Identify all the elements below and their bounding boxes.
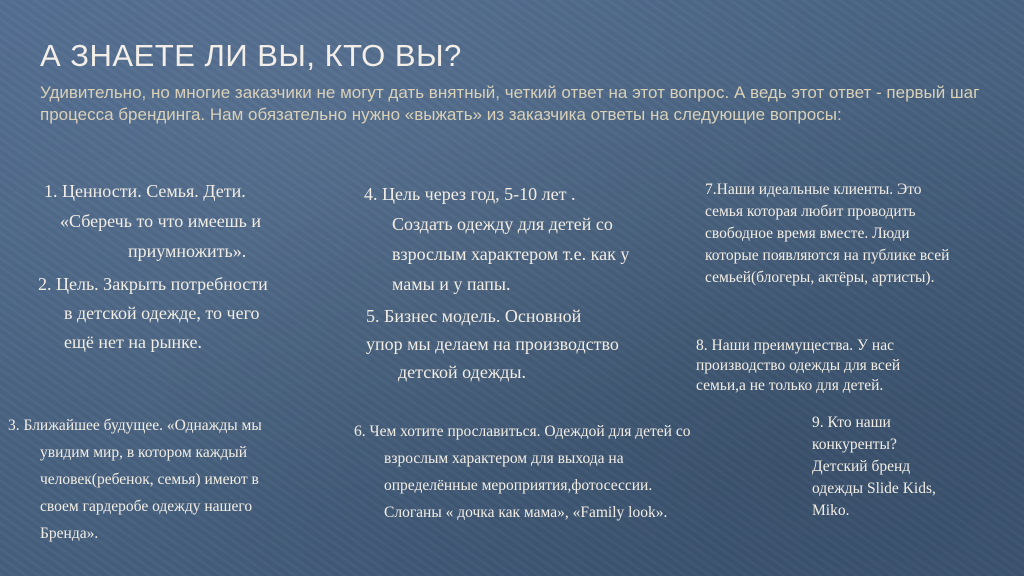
block-line: производство одежды для всей xyxy=(696,357,901,374)
block-line: мамы и у папы. xyxy=(392,274,511,294)
block-line: которые появляются на публике всей xyxy=(705,247,950,264)
slide-title: А ЗНАЕТЕ ЛИ ВЫ, КТО ВЫ? xyxy=(40,38,462,73)
block-competitors xyxy=(812,412,1012,522)
block-line: «Сберечь то что имеешь и xyxy=(60,211,261,231)
block-near-future xyxy=(8,412,348,547)
block-line: Бренда». xyxy=(40,525,99,542)
block-line: Слоганы « дочка как мама», «Family look». xyxy=(384,504,668,521)
block-advantages xyxy=(696,336,996,396)
block-line: 4. Цель через год, 5-10 лет . xyxy=(364,184,576,204)
block-line: взрослым характером для выхода на xyxy=(384,450,624,467)
block-line: 7.Наши идеальные клиенты. Это xyxy=(705,181,922,198)
block-line: свободное время вместе. Люди xyxy=(705,225,910,242)
block-goal-years xyxy=(364,179,704,299)
block-line: 2. Цель. Закрыть потребности xyxy=(38,274,268,294)
block-line: детской одежды. xyxy=(398,362,527,382)
block-line: упор мы делаем на производство xyxy=(366,334,619,354)
block-line: семья которая любит проводить xyxy=(705,203,916,220)
block-line: семьи,а не только для детей. xyxy=(696,377,884,394)
block-line: увидим мир, в котором каждый xyxy=(40,444,248,461)
block-line: 9. Кто наши xyxy=(812,414,891,431)
block-line: определённые мероприятия,фотосессии. xyxy=(384,477,653,494)
block-ideal-clients xyxy=(705,179,1020,289)
block-line: 3. Ближайшее будущее. «Однажды мы xyxy=(8,417,262,434)
block-line: в детской одежде, то чего xyxy=(64,303,260,323)
slide-subtitle: Удивительно, но многие заказчики не могут дать внятный, четкий ответ на этот вопрос. А ведь этот ответ - первый шаг процесса брендинга. Нам обязательно нужно «выжать» из заказчика ответы на следующие вопросы: xyxy=(40,83,980,124)
block-line: семьей(блогеры, актёры, артисты). xyxy=(705,269,935,286)
block-line: своем гардеробе одежду нашего xyxy=(40,498,253,515)
block-line: конкуренты? xyxy=(812,436,897,453)
block-line: 1. Ценности. Семья. Дети. xyxy=(44,181,246,201)
block-line: 5. Бизнес модель. Основной xyxy=(366,306,582,326)
block-line: приумножить». xyxy=(128,241,247,261)
block-line: 8. Наши преимущества. У нас xyxy=(696,337,894,354)
block-line: взрослым характером т.е. как у xyxy=(392,244,630,264)
block-values xyxy=(38,176,338,266)
block-goal xyxy=(38,270,338,357)
block-fame xyxy=(354,418,794,526)
block-line: ещё нет на рынке. xyxy=(64,332,202,352)
block-line: 6. Чем хотите прославиться. Одеждой для детей со xyxy=(354,423,691,440)
block-line: Детский бренд xyxy=(812,458,911,475)
block-business-model xyxy=(366,302,706,386)
block-line: Создать одежду для детей со xyxy=(392,214,613,234)
block-line: человек(ребенок, семья) имеют в xyxy=(40,471,259,488)
block-line: одежды Slide Kids, xyxy=(812,480,936,497)
block-line: Miko. xyxy=(812,502,850,519)
